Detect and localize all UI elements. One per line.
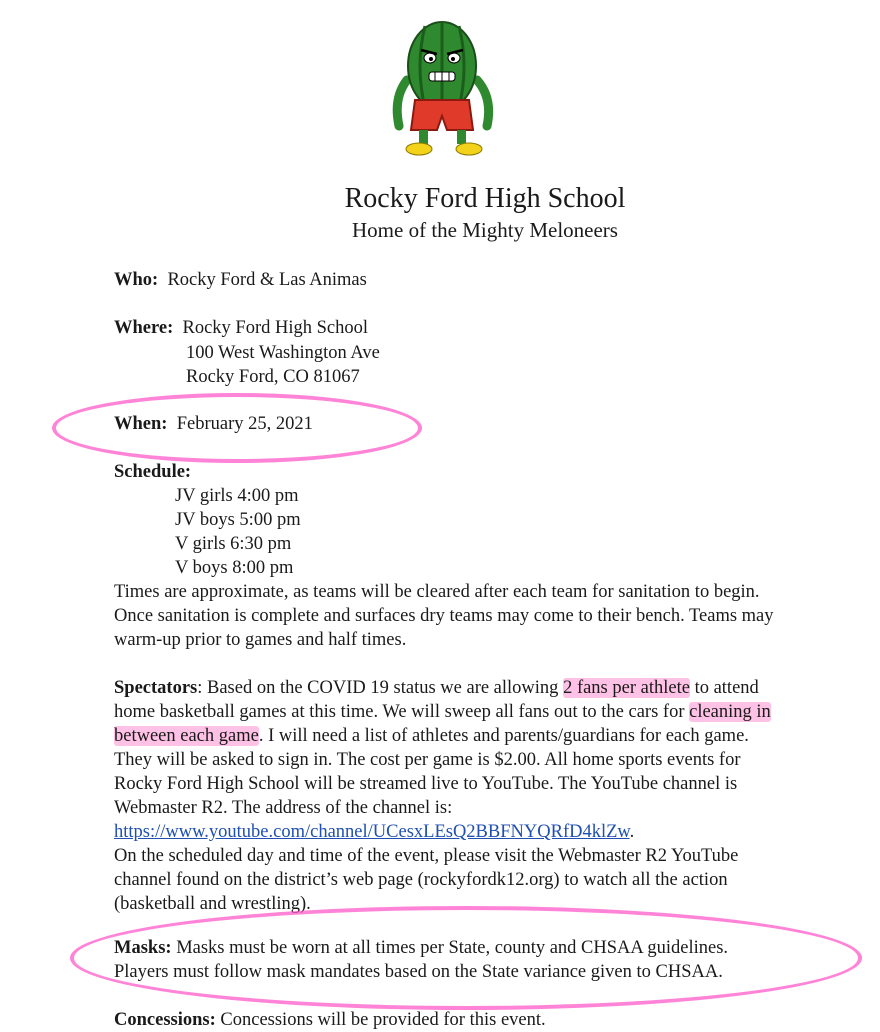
where-line-1: Rocky Ford High School xyxy=(182,318,369,338)
youtube-link-row xyxy=(114,820,634,844)
masks-label: Masks: xyxy=(114,938,172,958)
spectators-text: home basketball games at this time. We will sweep all fans out to the cars for xyxy=(114,702,690,722)
spectators-line: Rocky Ford High School will be streamed live to YouTube. The YouTube channel is xyxy=(114,774,738,794)
masks-row xyxy=(114,936,728,960)
schedule-item: V boys 8:00 pm xyxy=(175,558,294,578)
highlighted-text: 2 fans per athlete xyxy=(563,678,690,698)
when-row xyxy=(114,412,313,436)
when-label: When: xyxy=(114,414,168,434)
spectators-line xyxy=(114,700,771,724)
spectators-label: Spectators xyxy=(114,678,198,698)
concessions-row xyxy=(114,1008,546,1032)
youtube-channel-link[interactable]: https://www.youtube.com/channel/UCesxLEsQ2BBFNYQRfD4klZw xyxy=(114,822,630,842)
spectators-line: channel found on the district’s web page (rockyfordk12.org) to watch all the action xyxy=(114,870,728,890)
schedule-item: JV girls 4:00 pm xyxy=(175,486,299,506)
concessions-text: Concessions will be provided for this event. xyxy=(215,1010,546,1030)
masks-line: Players must follow mask mandates based on the State variance given to CHSAA. xyxy=(114,962,723,982)
where-label: Where: xyxy=(114,318,174,338)
schedule-item: V girls 6:30 pm xyxy=(175,534,292,554)
schedule-label: Schedule: xyxy=(114,462,192,482)
school-tagline: Home of the Mighty Meloneers xyxy=(352,218,618,242)
who-value: Rocky Ford & Las Animas xyxy=(167,270,367,290)
spectators-line xyxy=(114,724,749,748)
schedule-note: Once sanitation is complete and surfaces dry teams may come to their bench. Teams may xyxy=(114,606,774,626)
highlighted-text: between each game xyxy=(114,726,259,746)
spectators-line xyxy=(114,676,759,700)
spectators-text: . I will need a list of athletes and parents/guardians for each game. xyxy=(258,726,749,746)
when-value: February 25, 2021 xyxy=(176,414,313,434)
spectators-text: to attend xyxy=(689,678,759,698)
schedule-item: JV boys 5:00 pm xyxy=(175,510,301,530)
watermelon-mascot-icon xyxy=(385,18,500,163)
link-period: . xyxy=(629,822,635,842)
who-label: Who: xyxy=(114,270,159,290)
where-line-3: Rocky Ford, CO 81067 xyxy=(186,367,360,387)
who-row xyxy=(114,268,367,292)
where-row xyxy=(114,316,368,340)
spectators-text: : Based on the COVID 19 status we are allowing xyxy=(197,678,564,698)
school-name: Rocky Ford High School xyxy=(344,183,626,214)
schedule-note: Times are approximate, as teams will be cleared after each team for sanitation to begin. xyxy=(114,582,760,602)
spectators-line: (basketball and wrestling). xyxy=(114,894,311,914)
masks-text: Masks must be worn at all times per State, county and CHSAA guidelines. xyxy=(171,938,729,958)
concessions-label: Concessions: xyxy=(114,1010,216,1030)
highlighted-text: cleaning in xyxy=(689,702,771,722)
letterhead xyxy=(0,182,880,244)
where-line-2: 100 West Washington Ave xyxy=(186,343,380,363)
spectators-line: Webmaster R2. The address of the channel is: xyxy=(114,798,453,818)
schedule-note: warm-up prior to games and half times. xyxy=(114,630,407,650)
spectators-line: They will be asked to sign in. The cost per game is $2.00. All home sports events for xyxy=(114,750,741,770)
spectators-line: On the scheduled day and time of the event, please visit the Webmaster R2 YouTube xyxy=(114,846,739,866)
